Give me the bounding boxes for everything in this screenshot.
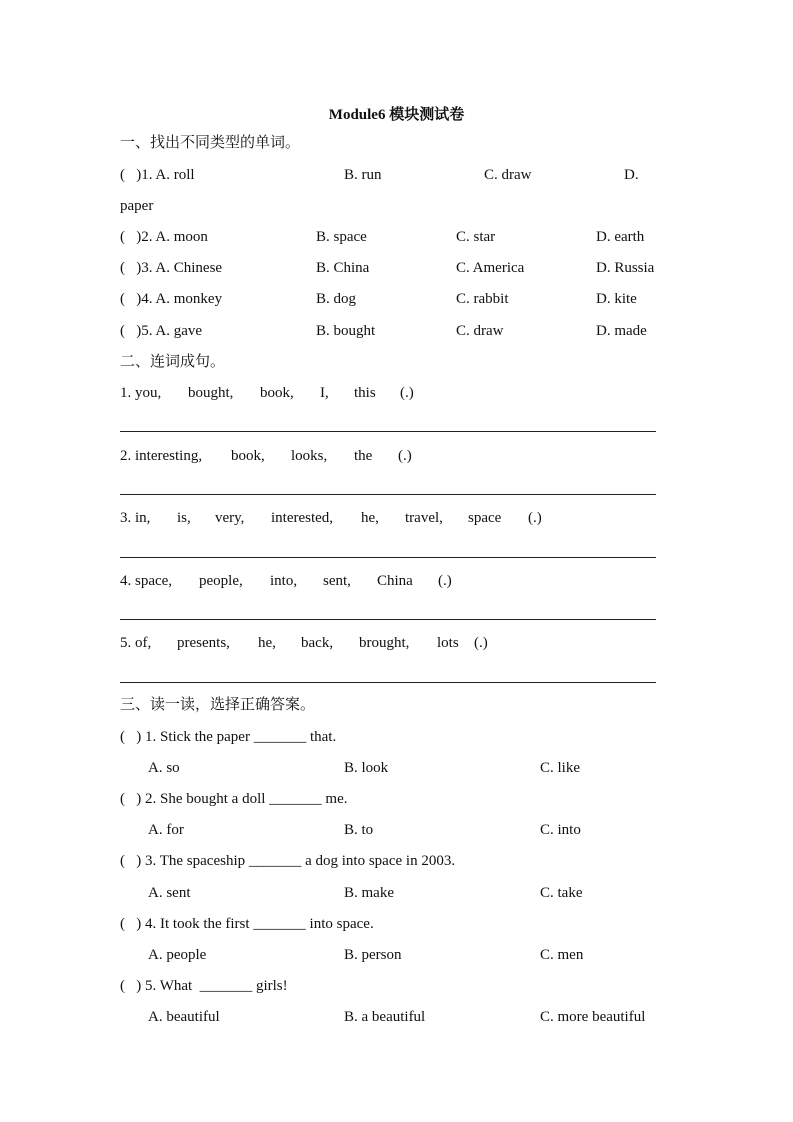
s3-question-3-stem: ( ) 3. The spaceship _______ a dog into space in 2003. xyxy=(120,853,456,869)
s2-item-2-word: looks, xyxy=(291,448,328,464)
s2-item-3-word: travel, xyxy=(405,510,443,526)
s2-item-4-word: (.) xyxy=(438,573,452,589)
s1-q5-option-b: B. bought xyxy=(316,323,376,339)
s2-answer-line-2[interactable] xyxy=(120,494,656,495)
s3-q4-option-a: A. people xyxy=(148,947,207,963)
s3-q1-option-a: A. so xyxy=(148,760,180,776)
section-3-heading: 三、读一读，选择正确答案。 xyxy=(120,697,316,713)
s2-item-3-word: is, xyxy=(177,510,191,526)
s2-item-4-word: into, xyxy=(270,573,298,589)
section-2-heading: 二、连词成句。 xyxy=(120,354,226,370)
s1-q5-option-c: C. draw xyxy=(456,323,504,339)
s3-q5-option-b: B. a beautiful xyxy=(344,1009,426,1025)
s1-question-5 xyxy=(120,322,680,340)
s2-item-4-word: 4. space, xyxy=(120,573,173,589)
s3-question-2-stem: ( ) 2. She bought a doll _______ me. xyxy=(120,791,348,807)
s1-q1-option-a: ( )1. A. roll xyxy=(120,167,195,183)
s2-item-1-word: I, xyxy=(320,385,329,401)
s3-question-5-options xyxy=(120,1008,680,1026)
s2-item-1-word: 1. you, xyxy=(120,385,162,401)
s1-q1-option-d: D. xyxy=(624,167,639,183)
s1-question-2 xyxy=(120,228,680,246)
s2-item-4-word: sent, xyxy=(323,573,351,589)
s1-q3-option-d: D. Russia xyxy=(596,260,655,276)
s3-question-4-stem: ( ) 4. It took the first _______ into space. xyxy=(120,916,374,932)
s2-item-5-word: he, xyxy=(258,635,276,651)
s1-q4-option-d: D. kite xyxy=(596,291,637,307)
s1-q3-option-c: C. America xyxy=(456,260,525,276)
s1-q1-option-c: C. draw xyxy=(484,167,532,183)
s2-answer-line-5[interactable] xyxy=(120,682,656,683)
s3-q4-option-b: B. person xyxy=(344,947,402,963)
s2-answer-line-4[interactable] xyxy=(120,619,656,620)
s2-item-2-word: the xyxy=(354,448,373,464)
s1-q2-option-a: ( )2. A. moon xyxy=(120,229,208,245)
s3-question-1-options xyxy=(120,759,680,777)
s1-q2-option-b: B. space xyxy=(316,229,367,245)
s2-item-3-word: 3. in, xyxy=(120,510,151,526)
s3-q3-option-a: A. sent xyxy=(148,885,191,901)
s3-q1-option-b: B. look xyxy=(344,760,389,776)
s2-item-5-word: back, xyxy=(301,635,334,651)
s3-question-3-options xyxy=(120,884,680,902)
s3-q3-option-c: C. take xyxy=(540,885,583,901)
s3-question-1-stem: ( ) 1. Stick the paper _______ that. xyxy=(120,729,337,745)
s3-q4-option-c: C. men xyxy=(540,947,584,963)
s2-item-3-word: he, xyxy=(361,510,379,526)
s1-q4-option-a: ( )4. A. monkey xyxy=(120,291,223,307)
s1-question-3 xyxy=(120,259,680,277)
s1-q5-option-d: D. made xyxy=(596,323,647,339)
s1-q2-option-d: D. earth xyxy=(596,229,645,245)
s1-q3-option-a: ( )3. A. Chinese xyxy=(120,260,223,276)
s3-q2-option-c: C. into xyxy=(540,822,581,838)
s1-q1-option-d-wrap: paper xyxy=(120,198,154,214)
section-1-heading: 一、找出不同类型的单词。 xyxy=(120,135,301,151)
s2-answer-line-3[interactable] xyxy=(120,557,656,558)
s2-item-5-word: presents, xyxy=(177,635,230,651)
s1-q4-option-b: B. dog xyxy=(316,291,357,307)
s2-item-3-word: (.) xyxy=(528,510,542,526)
s2-item-5-word: lots xyxy=(437,635,459,651)
s2-item-2-word: (.) xyxy=(398,448,412,464)
s1-q5-option-a: ( )5. A. gave xyxy=(120,323,203,339)
s1-q3-option-b: B. China xyxy=(316,260,370,276)
s2-item-1-word: book, xyxy=(260,385,294,401)
s2-item-5-word: brought, xyxy=(359,635,410,651)
s2-item-4-word: people, xyxy=(199,573,243,589)
s1-q1-option-b: B. run xyxy=(344,167,382,183)
s2-item-1-word: this xyxy=(354,385,376,401)
s3-q5-option-c: C. more beautiful xyxy=(540,1009,646,1025)
s2-item-1-word: (.) xyxy=(400,385,414,401)
s2-item-3-word: interested, xyxy=(271,510,334,526)
s1-q2-option-c: C. star xyxy=(456,229,496,245)
page-title: Module6 模块测试卷 xyxy=(328,107,465,123)
s2-item-2-word: book, xyxy=(231,448,265,464)
s3-q5-option-a: A. beautiful xyxy=(148,1009,220,1025)
s3-question-4-options xyxy=(120,946,680,964)
s1-question-1 xyxy=(120,166,680,184)
s3-q2-option-a: A. for xyxy=(148,822,184,838)
s1-question-4 xyxy=(120,290,680,308)
s1-q4-option-c: C. rabbit xyxy=(456,291,509,307)
s2-item-5-word: 5. of, xyxy=(120,635,152,651)
s2-item-4-word: China xyxy=(377,573,413,589)
s3-question-5-stem: ( ) 5. What _______ girls! xyxy=(120,978,288,994)
s3-question-2-options xyxy=(120,821,680,839)
s2-item-3-word: very, xyxy=(215,510,245,526)
s2-item-2-word: 2. interesting, xyxy=(120,448,203,464)
s3-q2-option-b: B. to xyxy=(344,822,374,838)
s2-answer-line-1[interactable] xyxy=(120,431,656,432)
s3-q3-option-b: B. make xyxy=(344,885,394,901)
s2-item-5-word: (.) xyxy=(474,635,488,651)
s3-q1-option-c: C. like xyxy=(540,760,580,776)
s2-item-3-word: space xyxy=(468,510,502,526)
s2-item-1-word: bought, xyxy=(188,385,234,401)
